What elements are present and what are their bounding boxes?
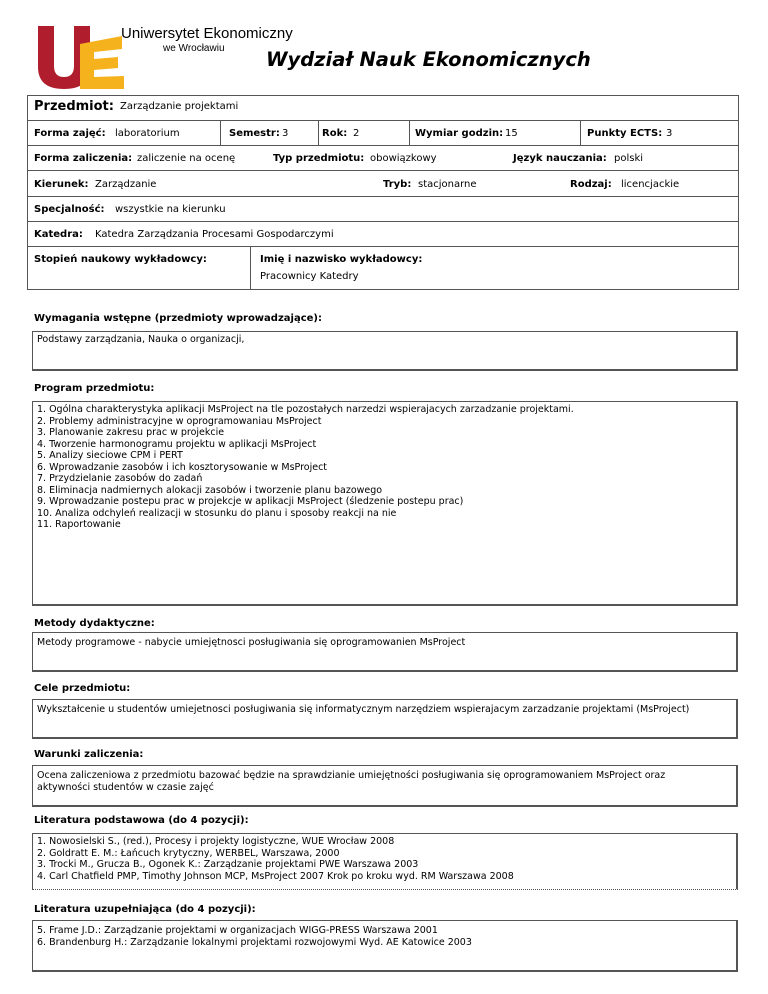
value-typ-przedmiotu: obowiązkowy <box>370 153 437 164</box>
value-kierunek: Zarządzanie <box>95 179 157 190</box>
value-tryb: stacjonarne <box>418 179 477 190</box>
value-punkty-ects: 3 <box>666 128 673 139</box>
value-wymiar-godzin: 15 <box>505 128 518 139</box>
label-imie-nazwisko: Imię i nazwisko wykładowcy: <box>260 254 423 265</box>
section-line: 7. Przydzielanie zasobów do zadań <box>37 473 203 484</box>
section-title-cele: Cele przedmiotu: <box>34 683 131 694</box>
section-title-literatura-uzupelniajaca: Literatura uzupełniająca (do 4 pozycji): <box>34 904 256 915</box>
section-line: 5. Analizy sieciowe CPM i PERT <box>37 450 183 461</box>
section-line: 2. Goldratt E. M.: Łańcuch krytyczny, WERBEL, Warszawa, 2000 <box>37 847 340 859</box>
value-katedra: Katedra Zarządzania Procesami Gospodarczymi <box>95 229 334 240</box>
section-box-cele <box>32 699 738 739</box>
ue-logo-icon <box>36 22 126 90</box>
label-semestr: Semestr: <box>229 128 280 139</box>
section-line: 3. Planowanie zakresu prac w projekcie <box>37 427 225 438</box>
section-title-metody: Metody dydaktyczne: <box>34 618 155 629</box>
section-line: 8. Eliminacja nadmiernych alokacji zasobów i tworzenie planu bazowego <box>37 484 383 496</box>
section-line: 2. Problemy administracyjne w oprogramowaniau MsProject <box>37 415 322 427</box>
value-imie-nazwisko: Pracownicy Katedry <box>260 271 359 282</box>
section-line: 1. Ogólna charakterystyka aplikacji MsProject na tle pozostałych narzedzi wspierajacych zarzadzanie projektami. <box>37 404 574 415</box>
value-rok: 2 <box>353 128 360 139</box>
label-typ-przedmiotu: Typ przedmiotu: <box>273 153 365 164</box>
value-specjalnosc: wszystkie na kierunku <box>115 204 226 215</box>
label-forma-zaliczenia: Forma zaliczenia: <box>34 153 133 164</box>
university-name: Uniwersytet Ekonomiczny <box>121 25 293 42</box>
section-line: Wykształcenie u studentów umiejetnosci posługiwania się informatycznym narzędziem wspierajacym zarzadzanie projektami (MsProject) <box>37 704 690 715</box>
label-jezyk-nauczania: Język nauczania: <box>513 153 607 164</box>
value-forma-zajec: laboratorium <box>115 128 180 139</box>
section-line: 11. Raportowanie <box>37 519 121 530</box>
section-title-literatura-podstawowa: Literatura podstawowa (do 4 pozycji): <box>34 815 249 826</box>
section-line: 9. Wprowadzanie postepu prac w projekcje w aplikacji MsProject (śledzenie postepu prac) <box>37 496 464 507</box>
label-rodzaj: Rodzaj: <box>570 179 612 190</box>
section-box-wymagania <box>32 331 738 371</box>
section-title-warunki: Warunki zaliczenia: <box>34 749 144 760</box>
label-kierunek: Kierunek: <box>34 179 89 190</box>
value-jezyk-nauczania: polski <box>614 153 644 164</box>
section-box-program <box>32 401 738 606</box>
label-wymiar-godzin: Wymiar godzin: <box>415 128 504 139</box>
value-rodzaj: licencjackie <box>621 179 680 190</box>
section-line: 6. Wprowadzanie zasobów i ich kosztorysowanie w MsProject <box>37 461 328 473</box>
value-przedmiot: Zarządzanie projektami <box>120 101 239 112</box>
label-forma-zajec: Forma zajęć: <box>34 128 106 139</box>
section-line: Metody programowe - nabycie umiejętnosci posługiwania się oprogramowanien MsProject <box>37 637 466 648</box>
label-specjalnosc: Specjalność: <box>34 204 105 215</box>
label-tryb: Tryb: <box>383 179 412 190</box>
section-line: Podstawy zarządzania, Nauka o organizacji, <box>37 334 245 345</box>
section-box-warunki <box>32 765 738 807</box>
section-line: 1. Nowosielski S., (red.), Procesy i projekty logistyczne, WUE Wrocław 2008 <box>37 836 395 847</box>
section-box-literatura-uzupelniajaca <box>32 920 738 972</box>
label-rok: Rok: <box>322 128 348 139</box>
section-line: 3. Trocki M., Grucza B., Ogonek K.: Zarządzanie projektami PWE Warszawa 2003 <box>37 859 419 870</box>
section-line: Ocena zaliczeniowa z przedmiotu bazować będzie na sprawdzianie umiejętności posługiwania się oprogramowaniem MsProject oraz aktywności studentów w czasie zajęć <box>37 770 666 793</box>
label-stopien-naukowy: Stopień naukowy wykładowcy: <box>34 254 207 265</box>
value-semestr: 3 <box>282 128 289 139</box>
university-city: we Wrocławiu <box>163 43 225 54</box>
section-box-literatura-podstawowa <box>32 833 738 890</box>
value-forma-zaliczenia: zaliczenie na ocenę <box>137 153 236 164</box>
section-title-wymagania: Wymagania wstępne (przedmioty wprowadzające): <box>34 313 322 324</box>
section-box-metody <box>32 632 738 672</box>
label-katedra: Katedra: <box>34 229 83 240</box>
section-line: 10. Analiza odchyleń realizacji w stosunku do planu i sposoby reakcji na nie <box>37 507 397 519</box>
section-line: 4. Carl Chatfield PMP, Timothy Johnson MCP, MsProject 2007 Krok po kroku wyd. RM Warszawa 2008 <box>37 870 514 882</box>
section-title-program: Program przedmiotu: <box>34 383 155 394</box>
section-line: 6. Brandenburg H.: Zarządzanie lokalnymi projektami rozwojowymi Wyd. AE Katowice 2003 <box>37 936 472 948</box>
faculty-title: Wydział Nauk Ekonomicznych <box>266 48 591 71</box>
section-line: 4. Tworzenie harmonogramu projektu w aplikacji MsProject <box>37 438 317 450</box>
section-line: 5. Frame J.D.: Zarządzanie projektami w organizacjach WIGG-PRESS Warszawa 2001 <box>37 925 438 936</box>
label-przedmiot: Przedmiot: <box>34 99 114 114</box>
label-punkty-ects: Punkty ECTS: <box>587 128 663 139</box>
